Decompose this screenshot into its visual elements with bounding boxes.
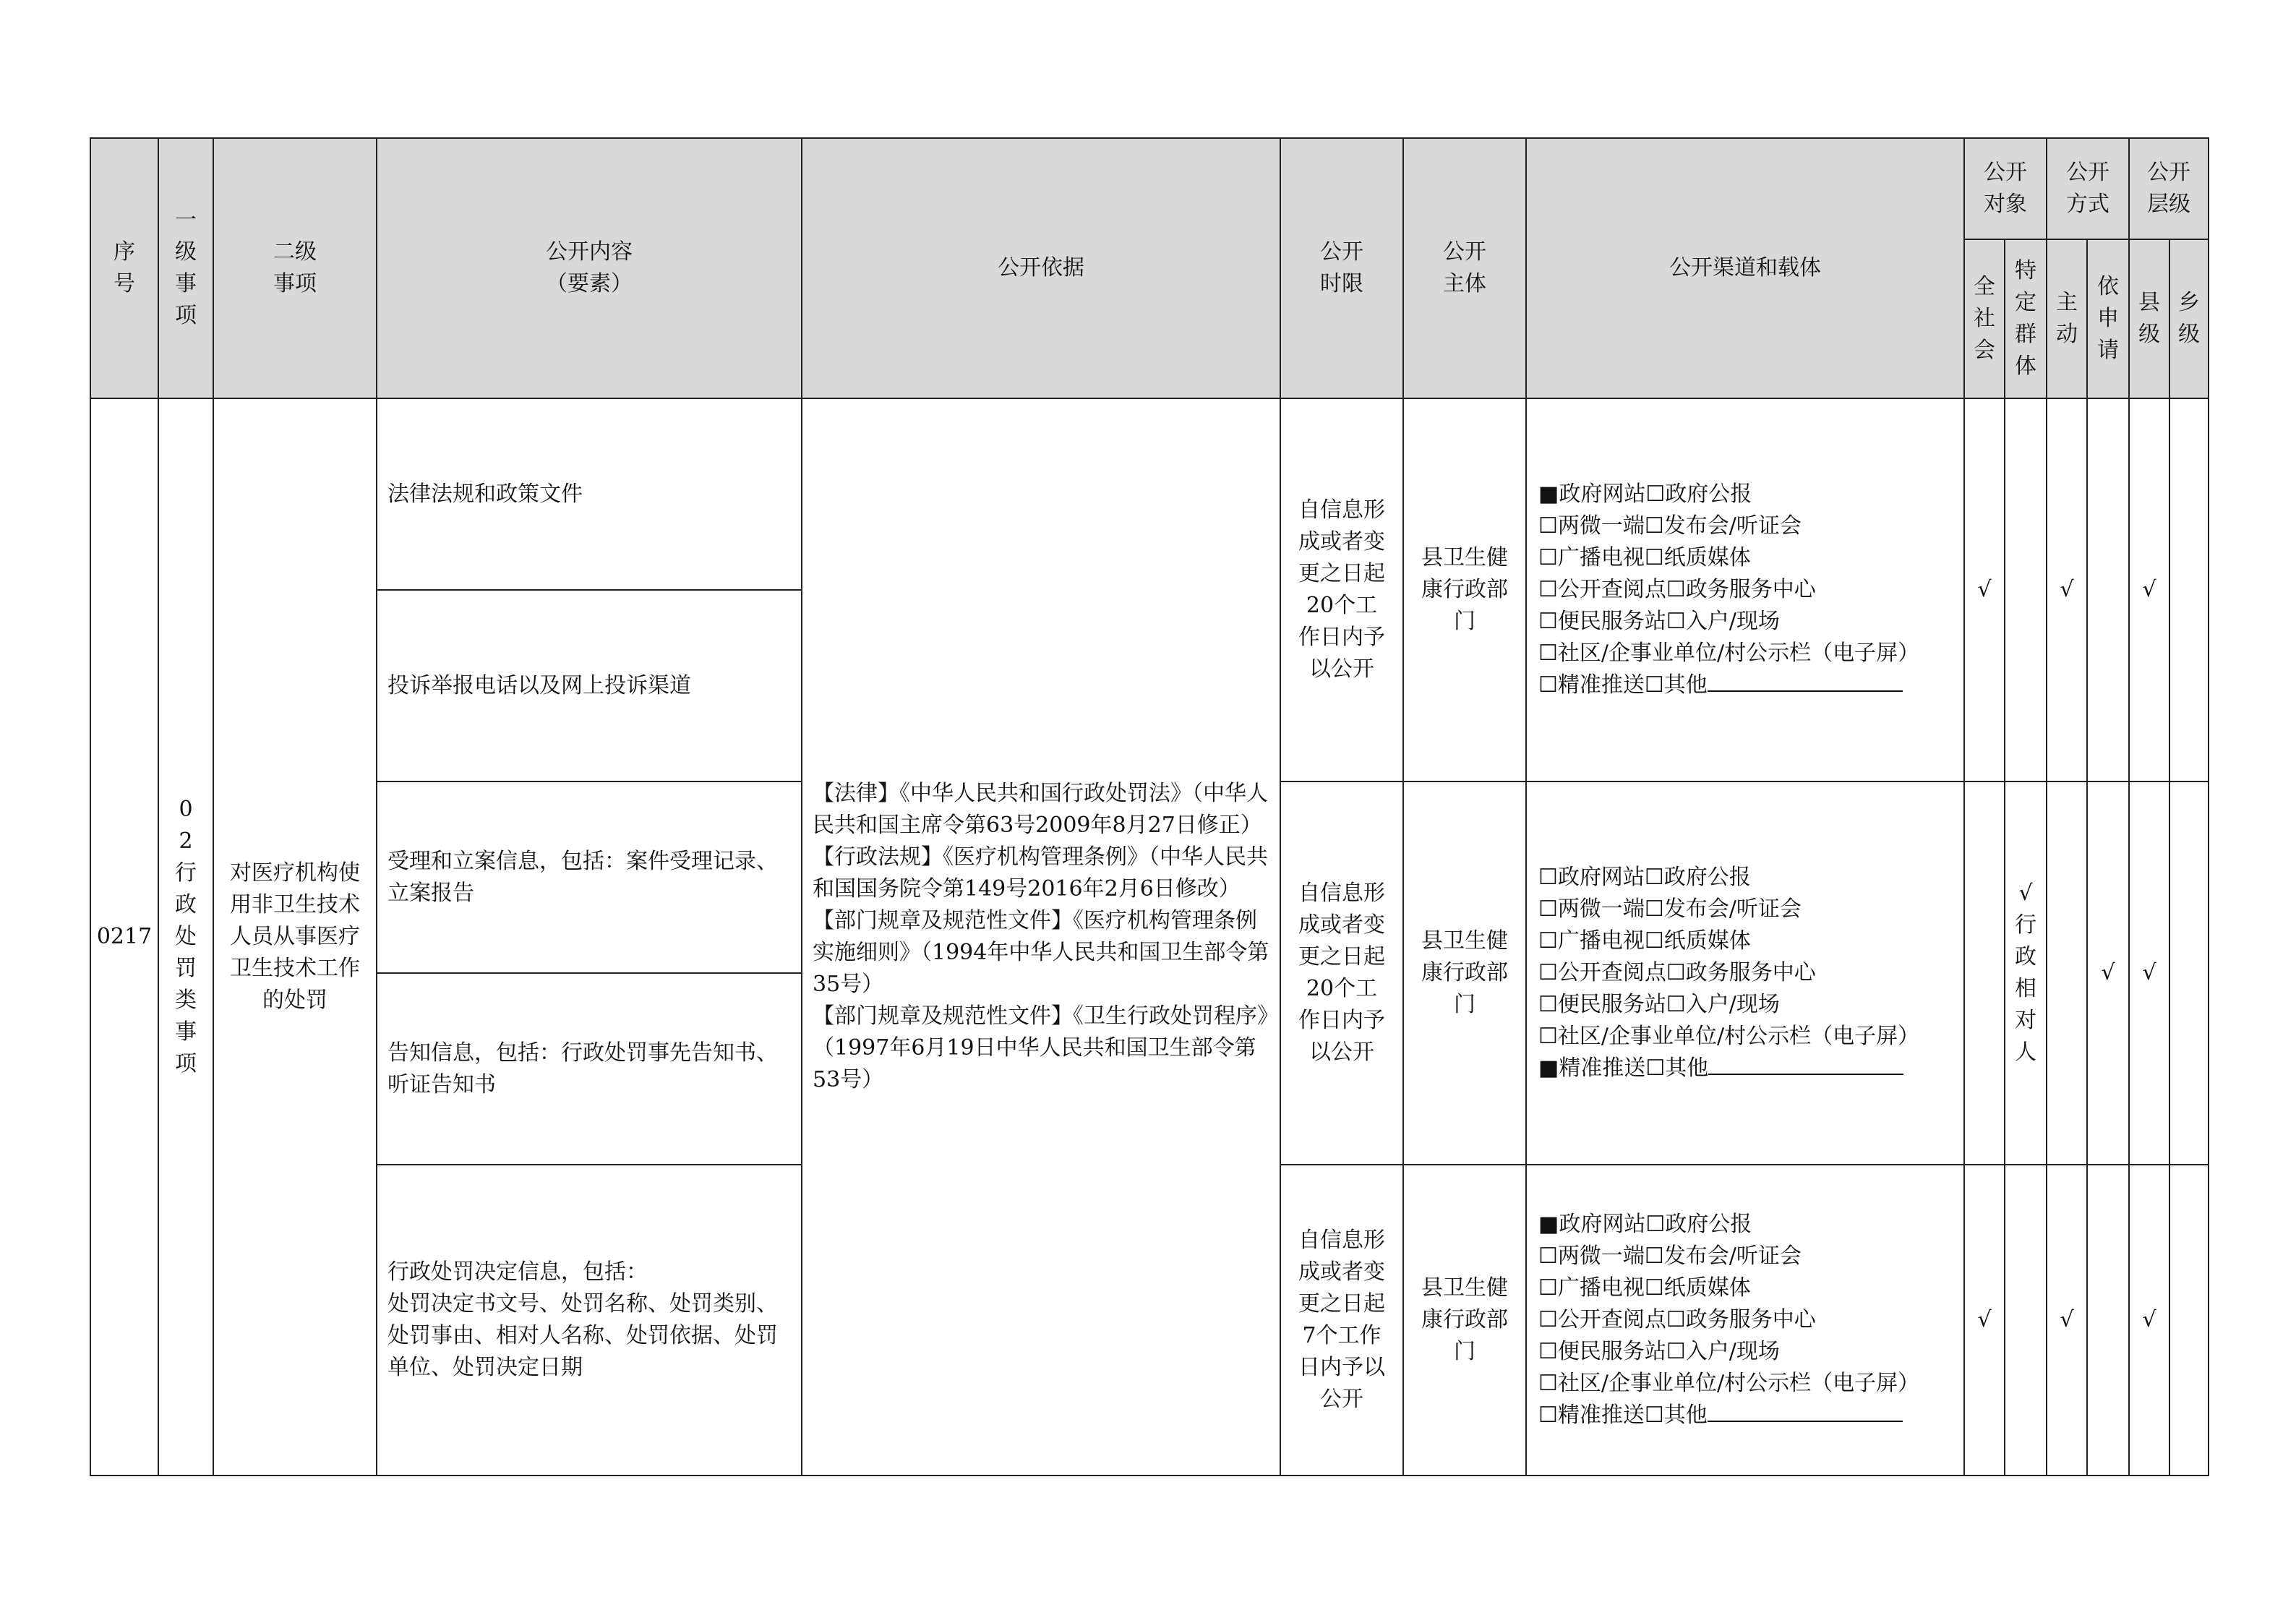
check-method-active xyxy=(2047,781,2087,1165)
record-level1: 02行政处罚类事项 xyxy=(158,398,213,1476)
header-level2: 二级事项 xyxy=(213,138,377,398)
basis-regulation: 【行政法规】《医疗机构管理条例》（中华人民共和国国务院令第149号2016年2月6日修改） xyxy=(813,844,1268,902)
check-object-specific: √行政相对人 xyxy=(2005,781,2047,1165)
channel-line: ■精准推送☐其他 xyxy=(1538,1053,1953,1084)
check-level-county: √ xyxy=(2129,398,2169,781)
header-method-apply: 依申请 xyxy=(2087,239,2129,398)
channel-line: ☐便民服务站☐入户/现场 xyxy=(1538,1339,1780,1364)
header-level1: 一级事项 xyxy=(158,138,213,398)
basis-rule: 【部门规章及规范性文件】《卫生行政处罚程序》（1997年6月19日中华人民共和国卫生部令第53号） xyxy=(813,1003,1268,1092)
check-method-apply xyxy=(2087,398,2129,781)
content-item: 受理和立案信息，包括：案件受理记录、立案报告 xyxy=(377,781,802,973)
header-object-all: 全社会 xyxy=(1964,239,2005,398)
subject-cell: 县卫生健康行政部门 xyxy=(1403,781,1526,1165)
channel-line: ■政府网站☐政府公报 xyxy=(1538,1212,1752,1237)
time-limit-cell: 自信息形成或者变更之日起7个工作日内予以公开 xyxy=(1280,1165,1403,1476)
check-object-all: √ xyxy=(1964,1165,2005,1476)
check-method-active: √ xyxy=(2047,398,2087,781)
subject-cell: 县卫生健康行政部门 xyxy=(1403,1165,1526,1476)
check-level-township xyxy=(2169,398,2209,781)
check-method-apply xyxy=(2087,1165,2129,1476)
header-seq: 序号 xyxy=(90,138,158,398)
record-seq: 0217 xyxy=(90,398,158,1476)
header-object: 公开对象 xyxy=(1964,138,2047,239)
header-level: 公开层级 xyxy=(2129,138,2209,239)
other-blank xyxy=(1708,1053,1903,1075)
time-limit-cell: 自信息形成或者变更之日起20个工作日内予以公开 xyxy=(1280,398,1403,781)
disclosure-table xyxy=(90,137,2209,1476)
channel-line: ☐两微一端☐发布会/听证会 xyxy=(1538,896,1802,922)
basis-law: 【法律】《中华人民共和国行政处罚法》（中华人民共和国主席令第63号2009年8月27日修正） xyxy=(813,781,1268,838)
channel-line: ☐两微一端☐发布会/听证会 xyxy=(1538,1243,1802,1269)
content-item: 投诉举报电话以及网上投诉渠道 xyxy=(377,590,802,781)
other-blank xyxy=(1708,1400,1903,1422)
channel-line: ☐公开查阅点☐政务服务中心 xyxy=(1538,1307,1816,1332)
header-channel: 公开渠道和载体 xyxy=(1526,138,1964,398)
channel-line: ☐便民服务站☐入户/现场 xyxy=(1538,609,1780,634)
content-item: 法律法规和政策文件 xyxy=(377,398,802,590)
channel-line: ☐广播电视☐纸质媒体 xyxy=(1538,545,1751,570)
subject-cell: 县卫生健康行政部门 xyxy=(1403,398,1526,781)
channel-line: ☐便民服务站☐入户/现场 xyxy=(1538,992,1780,1017)
channel-line: ☐社区/企事业单位/村公示栏（电子屏） xyxy=(1538,1024,1920,1049)
channel-cell xyxy=(1526,1165,1964,1476)
channel-line: ☐广播电视☐纸质媒体 xyxy=(1538,928,1751,954)
basis-rule: 【部门规章及规范性文件】《医疗机构管理条例实施细则》（1994年中华人民共和国卫生部令第35号） xyxy=(813,908,1269,997)
channel-line: ☐社区/企事业单位/村公示栏（电子屏） xyxy=(1538,1371,1920,1396)
header-level-county: 县级 xyxy=(2129,239,2169,398)
content-item: 告知信息，包括：行政处罚事先告知书、听证告知书 xyxy=(377,973,802,1165)
check-object-all xyxy=(1964,781,2005,1165)
header-content: 公开内容 （要素） xyxy=(377,138,802,398)
channel-line: ☐精准推送☐其他 xyxy=(1538,1400,1953,1431)
check-method-active: √ xyxy=(2047,1165,2087,1476)
channel-line: ☐公开查阅点☐政务服务中心 xyxy=(1538,577,1816,602)
other-blank xyxy=(1708,670,1903,692)
channel-line: ☐广播电视☐纸质媒体 xyxy=(1538,1275,1751,1301)
header-basis: 公开依据 xyxy=(802,138,1280,398)
record-level2: 对医疗机构使用非卫生技术人员从事医疗卫生技术工作的处罚 xyxy=(213,398,377,1476)
time-limit-cell: 自信息形成或者变更之日起20个工作日内予以公开 xyxy=(1280,781,1403,1165)
check-level-township xyxy=(2169,781,2209,1165)
channel-cell xyxy=(1526,398,1964,781)
content-item: 行政处罚决定信息，包括： 处罚决定书文号、处罚名称、处罚类别、处罚事由、相对人名称、处罚依据、处罚单位、处罚决定日期 xyxy=(377,1165,802,1476)
header-time-limit: 公开时限 xyxy=(1280,138,1403,398)
check-level-county: √ xyxy=(2129,1165,2169,1476)
channel-line: ☐社区/企事业单位/村公示栏（电子屏） xyxy=(1538,641,1920,666)
basis-cell xyxy=(802,398,1280,1476)
check-level-county: √ xyxy=(2129,781,2169,1165)
channel-line: ☐精准推送☐其他 xyxy=(1538,669,1953,701)
header-method: 公开方式 xyxy=(2047,138,2129,239)
channel-line: ■政府网站☐政府公报 xyxy=(1538,481,1752,507)
check-method-apply: √ xyxy=(2087,781,2129,1165)
check-level-township xyxy=(2169,1165,2209,1476)
header-subject: 公开主体 xyxy=(1403,138,1526,398)
check-object-specific xyxy=(2005,1165,2047,1476)
check-object-all: √ xyxy=(1964,398,2005,781)
channel-line: ☐公开查阅点☐政务服务中心 xyxy=(1538,960,1816,985)
header-method-active: 主动 xyxy=(2047,239,2087,398)
check-object-specific xyxy=(2005,398,2047,781)
channel-cell xyxy=(1526,781,1964,1165)
header-level-township: 乡级 xyxy=(2169,239,2209,398)
channel-line: ☐两微一端☐发布会/听证会 xyxy=(1538,513,1802,539)
header-object-specific: 特定群体 xyxy=(2005,239,2047,398)
channel-line: ☐政府网站☐政府公报 xyxy=(1538,865,1751,890)
